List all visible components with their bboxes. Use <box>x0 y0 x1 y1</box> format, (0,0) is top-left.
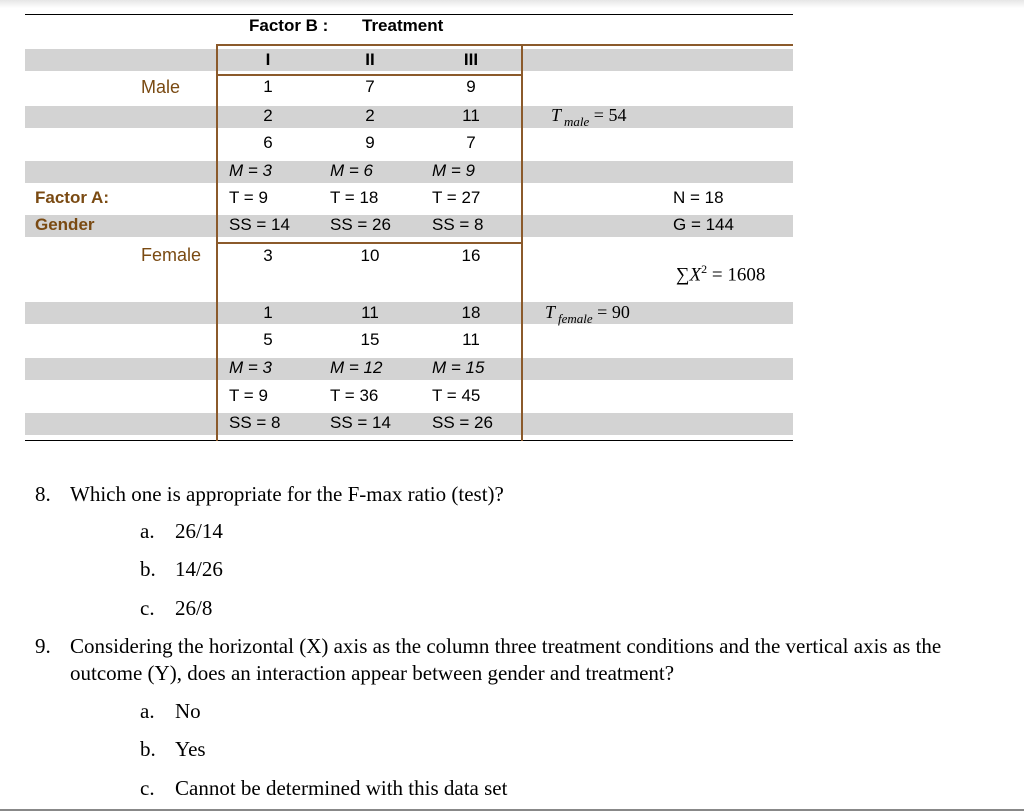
t-female-symbol: T <box>545 302 556 322</box>
table-cell: 3 <box>263 246 273 265</box>
t-female-subscript: female <box>558 311 593 326</box>
table-bottom-rule <box>25 440 793 441</box>
t-male-subscript: male <box>564 114 590 129</box>
t-female <box>545 302 630 326</box>
female-mean: M = 12 <box>330 358 383 377</box>
female-mean: M = 3 <box>229 358 272 377</box>
option-text: No <box>175 699 201 723</box>
table-cell: 9 <box>466 77 476 96</box>
option-text: Yes <box>175 737 206 761</box>
female-total: T = 45 <box>432 386 481 405</box>
column-header-iii: III <box>463 50 479 69</box>
column-header-ii: II <box>365 50 375 69</box>
column-header-i: I <box>265 50 271 69</box>
box-group-divider <box>217 242 523 244</box>
factor-a-label: Factor A: <box>35 188 109 207</box>
table-cell: 1 <box>263 77 273 96</box>
table-cell: 9 <box>365 133 375 152</box>
table-cell: 1 <box>263 303 273 322</box>
t-male <box>551 105 627 129</box>
table-cell: 5 <box>263 330 273 349</box>
option-letter: a. <box>140 699 155 723</box>
table-top-rule <box>25 14 793 15</box>
male-ss: SS = 8 <box>432 215 484 234</box>
option-text: 14/26 <box>175 557 223 581</box>
g-total: G = 144 <box>673 215 734 234</box>
question-text: Which one is appropriate for the F-max ratio (test)? <box>70 482 504 506</box>
table-cell: 6 <box>263 133 273 152</box>
female-ss: SS = 26 <box>432 413 493 432</box>
table-cell: 2 <box>365 106 375 125</box>
t-male-symbol: T <box>551 105 562 125</box>
sum-x-exponent: 2 <box>701 262 708 276</box>
option-letter: c. <box>140 596 155 620</box>
page-top-edge <box>0 0 1024 8</box>
table-cell: 2 <box>263 106 273 125</box>
female-total: T = 36 <box>330 386 379 405</box>
box-right-border <box>521 44 523 441</box>
question-text: Considering the horizontal (X) axis as the column three treatment conditions and the vertical axis as the outcome (Y), does an interaction appear between gender and treatment? <box>70 634 942 685</box>
option-text: 26/14 <box>175 519 223 543</box>
sum-x-value: = 1608 <box>711 264 766 286</box>
option-letter: c. <box>140 776 155 800</box>
option-letter: b. <box>140 557 156 581</box>
gender-label: Gender <box>35 215 95 234</box>
male-total: T = 9 <box>229 188 268 207</box>
question-number: 9. <box>35 634 51 658</box>
female-total: T = 9 <box>229 386 268 405</box>
male-total: T = 27 <box>432 188 481 207</box>
table-cell: 7 <box>466 133 476 152</box>
table-band <box>25 413 793 435</box>
female-ss: SS = 14 <box>330 413 391 432</box>
box-top-border <box>217 44 793 46</box>
table-band <box>25 358 793 380</box>
table-cell: 11 <box>462 330 480 349</box>
male-ss: SS = 26 <box>330 215 391 234</box>
table-band <box>25 161 793 183</box>
t-female-value: = 90 <box>597 302 630 322</box>
male-label: Male <box>141 77 181 97</box>
question-number: 8. <box>35 482 51 506</box>
table-cell: 16 <box>461 246 481 265</box>
factor-b-label: Factor B : <box>249 16 329 35</box>
treatment-label: Treatment <box>362 16 444 35</box>
t-male-value: = 54 <box>593 105 627 125</box>
male-ss: SS = 14 <box>229 215 290 234</box>
table-cell: 7 <box>365 77 375 96</box>
sum-x-symbol: ∑X <box>676 264 702 286</box>
option-letter: b. <box>140 737 156 761</box>
option-text: 26/8 <box>175 596 213 620</box>
n-total: N = 18 <box>673 188 724 207</box>
table-cell: 11 <box>361 303 379 322</box>
male-total: T = 18 <box>330 188 379 207</box>
box-left-border <box>216 44 218 441</box>
female-label: Female <box>141 245 202 265</box>
table-cell: 15 <box>360 330 380 349</box>
table-cell: 11 <box>462 106 480 125</box>
table-cell: 10 <box>360 246 380 265</box>
option-text: Cannot be determined with this data set <box>175 776 508 800</box>
male-mean: M = 9 <box>432 161 475 180</box>
male-mean: M = 6 <box>330 161 373 180</box>
option-letter: a. <box>140 519 155 543</box>
female-mean: M = 15 <box>432 358 485 377</box>
box-header-divider <box>217 74 523 76</box>
page-bottom-edge <box>0 809 1024 811</box>
male-mean: M = 3 <box>229 161 272 180</box>
sum-x-squared <box>676 262 765 286</box>
female-ss: SS = 8 <box>229 413 281 432</box>
table-cell: 18 <box>461 303 481 322</box>
